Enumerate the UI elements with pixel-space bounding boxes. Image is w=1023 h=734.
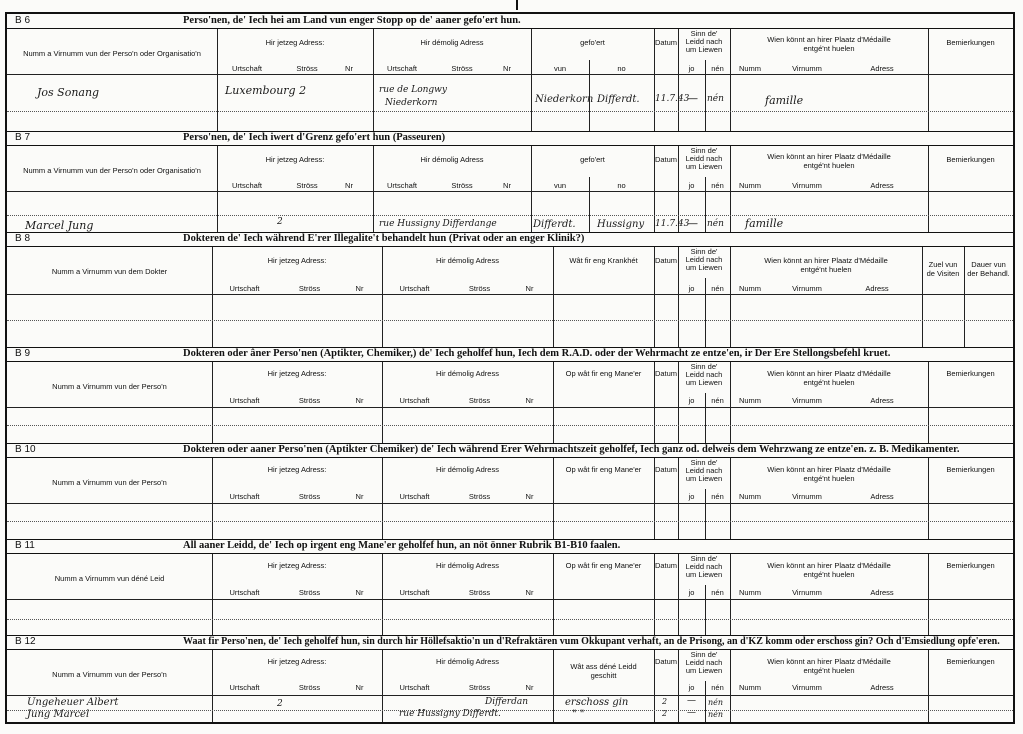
section-id: B 11 xyxy=(15,540,35,551)
col-header-date: Datum xyxy=(654,657,678,666)
col-header-medal: entgé'nt huelen xyxy=(803,44,855,53)
section-id: B 7 xyxy=(15,132,31,143)
col-header-firstname: Virnumm xyxy=(792,683,822,692)
col-header-former-address: Hir démolig Adress xyxy=(436,657,499,666)
section-title: Perso'nen, de' Iech iwert d'Grenz gefo'ert hun (Passeuren) xyxy=(183,132,446,143)
col-header-lost-life: Leidd nach xyxy=(685,658,723,667)
col-header-surname: Numm xyxy=(738,64,762,73)
col-header-medal: Wien könnt an hirer Plaatz d'Médaille xyxy=(764,256,888,265)
col-header-medal: entgé'nt huelen xyxy=(803,474,855,483)
entry-no: nén xyxy=(707,94,724,104)
col-header-surname: Numm xyxy=(738,284,762,293)
col-header-manner: Op wât fir eng Mane'er xyxy=(565,561,642,570)
section-b11 xyxy=(7,539,1013,635)
grid-line xyxy=(7,320,1013,321)
col-header-former-address: Hir démolig Adress xyxy=(436,369,499,378)
col-header-firstname: Virnumm xyxy=(792,396,822,405)
grid-line xyxy=(7,599,1013,600)
section-title: Dokteren de' Iech während E'rer Illegalite't behandelt hun (Privat oder an enger Klinik?) xyxy=(183,233,585,244)
col-header-yes: jo xyxy=(688,396,695,405)
col-header-current-address: Hir jetzeg Adress: xyxy=(267,657,327,666)
col-header-street: Ströss xyxy=(298,396,321,405)
col-header-medal: Wien könnt an hirer Plaatz d'Médaille xyxy=(767,152,891,161)
col-header-name: Numm a Virnumm vun der Perso'n xyxy=(52,478,167,487)
entry-yes: — xyxy=(687,92,698,105)
col-header-locality: Urtschaft xyxy=(231,181,262,190)
col-header-street: Ströss xyxy=(298,588,321,597)
entry-name: Jung Marcel xyxy=(27,709,90,720)
section-header xyxy=(7,131,1013,146)
entry-name: Jos Sonang xyxy=(37,86,100,99)
col-header-lost-life: um Liewen xyxy=(685,263,723,272)
col-header-remarks: Bemierkungen xyxy=(946,38,995,47)
col-header-lost-life: Sinn de' xyxy=(690,650,718,659)
col-header-date: Datum xyxy=(654,369,678,378)
entry-current-address: Luxembourg 2 xyxy=(225,84,307,97)
entry-date: 11.7.43 xyxy=(655,94,690,104)
col-header-what-happened: Wât ass déné Leidd xyxy=(570,662,637,671)
entry-former-address: rue Hussigny Differdange xyxy=(379,219,497,229)
col-header-former-address: Hir démolig Adress xyxy=(420,38,484,47)
entry-medal: famille xyxy=(745,217,784,230)
col-header-visits: Zuel vun xyxy=(928,260,958,269)
entry-name: Ungeheuer Albert xyxy=(27,697,119,708)
entry-no: nén xyxy=(707,219,724,229)
col-header-lost-life: Sinn de' xyxy=(690,554,718,563)
col-header-nr: Nr xyxy=(355,588,364,597)
section-header xyxy=(7,232,1013,247)
section-title: Perso'nen, de' Iech hei am Land vun enger Stopp op de' aaner gefo'ert hun. xyxy=(183,15,521,26)
section-b7 xyxy=(7,131,1013,232)
section-header xyxy=(7,635,1013,650)
entry-what-happened: " " xyxy=(572,709,585,720)
col-header-nr: Nr xyxy=(503,181,511,190)
section-b9 xyxy=(7,347,1013,443)
col-header-lost-life: Leidd nach xyxy=(685,562,723,571)
col-header-date: Datum xyxy=(654,561,678,570)
col-header-no: nén xyxy=(711,396,724,405)
col-header-manner: Op wât fir eng Mane'er xyxy=(565,369,642,378)
entry-from: Differdt. xyxy=(533,219,576,230)
section-b12 xyxy=(7,635,1013,722)
col-header-street: Ströss xyxy=(468,683,491,692)
col-header-yes: jo xyxy=(688,64,695,73)
entry-former-address: rue de Longwy xyxy=(379,85,447,95)
entry-no: nén xyxy=(708,710,724,719)
col-header-former-address: Hir démolig Adress xyxy=(436,561,499,570)
col-header-firstname: Virnumm xyxy=(792,64,822,73)
col-header-name: Numm a Virnumm vun der Perso'n oder Organisatio'n xyxy=(23,49,201,58)
grid-line xyxy=(7,111,1013,112)
col-header-firstname: Virnumm xyxy=(792,492,822,501)
col-header-nr: Nr xyxy=(355,284,364,293)
entry-what-happened: erschoss gin xyxy=(565,697,629,708)
col-header-firstname: Virnumm xyxy=(792,588,822,597)
section-b10 xyxy=(7,443,1013,539)
col-header-medal: entgé'nt huelen xyxy=(803,570,855,579)
col-header-name: Numm a Virnumm vun dem Dokter xyxy=(51,267,168,276)
col-header-nr: Nr xyxy=(345,64,353,73)
col-header-remarks: Bemierkungen xyxy=(946,561,995,570)
col-header-former-address: Hir démolig Adress xyxy=(436,256,499,265)
col-header-lost-life: Leidd nach xyxy=(685,466,723,475)
col-header-address: Adress xyxy=(870,492,894,501)
col-header-medal: Wien könnt an hirer Plaatz d'Médaille xyxy=(767,369,891,378)
grid-line xyxy=(7,695,1013,696)
col-header-current-address: Hir jetzeg Adress: xyxy=(267,465,327,474)
col-header-yes: jo xyxy=(688,492,695,501)
col-header-medal: Wien könnt an hirer Plaatz d'Médaille xyxy=(767,561,891,570)
entry-date: 11.7.43 xyxy=(655,219,690,229)
col-header-firstname: Virnumm xyxy=(792,284,822,293)
col-header-medal: entgé'nt huelen xyxy=(803,378,855,387)
col-header-nr: Nr xyxy=(525,284,534,293)
col-header-current-address: Hir jetzeg Adress: xyxy=(265,38,325,47)
col-header-former-address: Hir démolig Adress xyxy=(436,465,499,474)
section-header xyxy=(7,14,1013,29)
col-header-nr: Nr xyxy=(345,181,353,190)
col-header-date: Datum xyxy=(654,155,678,164)
col-header-locality: Urtschaft xyxy=(386,181,417,190)
col-header-address: Adress xyxy=(865,284,889,293)
col-header-lost-life: Leidd nach xyxy=(685,255,723,264)
col-header-remarks: Bemierkungen xyxy=(946,369,995,378)
col-header-to: no xyxy=(617,181,626,190)
col-header-lost-life: Leidd nach xyxy=(685,37,723,46)
col-header-lost-life: Leidd nach xyxy=(685,154,723,163)
col-header-remarks: Bemierkungen xyxy=(946,465,995,474)
grid-line xyxy=(7,74,1013,75)
col-header-nr: Nr xyxy=(525,588,534,597)
col-header-nr: Nr xyxy=(503,64,511,73)
col-header-street: Ströss xyxy=(451,64,473,73)
col-header-lost-life: um Liewen xyxy=(685,474,723,483)
col-header-street: Ströss xyxy=(468,284,491,293)
section-id: B 8 xyxy=(15,233,31,244)
col-header-no: nén xyxy=(711,588,724,597)
entry-yes: — xyxy=(687,696,696,706)
col-header-fled: gefo'ert xyxy=(580,38,605,47)
col-header-locality: Urtschaft xyxy=(229,683,260,692)
col-header-lost-life: Sinn de' xyxy=(690,146,718,155)
grid-line xyxy=(7,191,1013,192)
col-header-address: Adress xyxy=(870,396,894,405)
col-header-nr: Nr xyxy=(355,683,364,692)
col-header-street: Ströss xyxy=(296,181,318,190)
entry-from: Niederkorn xyxy=(535,94,594,105)
col-header-street: Ströss xyxy=(468,492,491,501)
col-header-no: nén xyxy=(711,284,724,293)
col-header-nr: Nr xyxy=(525,683,534,692)
col-header-date: Datum xyxy=(654,465,678,474)
grid-line xyxy=(7,294,1013,295)
col-header-nr: Nr xyxy=(525,492,534,501)
col-header-name: Numm a Virnumm vun der Perso'n xyxy=(52,670,167,679)
grid-line xyxy=(7,215,1013,216)
grid-line xyxy=(7,407,1013,408)
entry-name: Marcel Jung xyxy=(25,219,94,232)
col-header-lost-life: Sinn de' xyxy=(690,458,718,467)
col-header-medal: entgé'nt huelen xyxy=(803,666,855,675)
col-header-lost-life: um Liewen xyxy=(685,162,723,171)
section-b8 xyxy=(7,232,1013,347)
col-header-locality: Urtschaft xyxy=(229,588,260,597)
col-header-what-happened: geschitt xyxy=(590,671,617,680)
section-id: B 6 xyxy=(15,15,31,26)
col-header-nr: Nr xyxy=(525,396,534,405)
col-header-visits: de Visiten xyxy=(926,269,960,278)
col-header-medal: Wien könnt an hirer Plaatz d'Médaille xyxy=(767,35,891,44)
col-header-remarks: Bemierkungen xyxy=(946,657,995,666)
entry-date: 2 xyxy=(662,709,668,718)
col-header-lost-life: Leidd nach xyxy=(685,370,723,379)
col-header-street: Ströss xyxy=(296,64,318,73)
entry-to: Differdt. xyxy=(597,94,640,105)
col-header-street: Ströss xyxy=(298,492,321,501)
col-header-yes: jo xyxy=(688,683,695,692)
section-id: B 10 xyxy=(15,444,36,455)
grid-line xyxy=(7,710,1013,711)
col-header-locality: Urtschaft xyxy=(229,492,260,501)
col-header-address: Adress xyxy=(870,588,894,597)
col-header-nr: Nr xyxy=(355,396,364,405)
entry-yes: — xyxy=(687,217,698,230)
top-binding-mark xyxy=(516,0,518,10)
col-header-to: no xyxy=(617,64,626,73)
col-header-address: Adress xyxy=(870,683,894,692)
col-header-no: nén xyxy=(711,181,724,190)
col-header-current-address: Hir jetzeg Adress: xyxy=(265,155,325,164)
col-header-date: Datum xyxy=(654,256,678,265)
section-id: B 9 xyxy=(15,348,31,359)
section-header xyxy=(7,347,1013,362)
section-title: Dokteren oder aaner Perso'nen (Aptikter Chemiker) de' Iech während Erer Wehrmachtszeit geholfef, Iech ganz od. delweis dem Wehrzwang ze entze'en. z. B. Medikamenter. xyxy=(183,444,960,455)
col-header-locality: Urtschaft xyxy=(231,64,262,73)
col-header-street: Ströss xyxy=(468,396,491,405)
col-header-street: Ströss xyxy=(468,588,491,597)
col-header-illness: Wât fir eng Krankhét xyxy=(569,256,638,265)
entry-date: 2 xyxy=(662,697,668,706)
col-header-name: Numm a Virnumm vun der Perso'n xyxy=(52,382,167,391)
col-header-current-address: Hir jetzeg Adress: xyxy=(267,561,327,570)
col-header-no: nén xyxy=(711,492,724,501)
entry-current-address: 2 xyxy=(277,699,283,709)
col-header-surname: Numm xyxy=(738,396,762,405)
grid-line xyxy=(7,619,1013,620)
col-header-no: nén xyxy=(711,64,724,73)
col-header-lost-life: Sinn de' xyxy=(690,362,718,371)
grid-line xyxy=(553,650,554,722)
col-header-medal: entgé'nt huelen xyxy=(803,161,855,170)
col-header-from: vun xyxy=(553,64,567,73)
section-id: B 12 xyxy=(15,636,36,647)
col-header-locality: Urtschaft xyxy=(229,396,260,405)
col-header-address: Adress xyxy=(870,181,894,190)
entry-yes: — xyxy=(687,708,696,718)
entry-no: nén xyxy=(708,698,724,707)
col-header-date: Datum xyxy=(654,38,678,47)
col-header-from: vun xyxy=(553,181,567,190)
col-header-surname: Numm xyxy=(738,683,762,692)
col-header-lost-life: um Liewen xyxy=(685,666,723,675)
section-b6 xyxy=(7,14,1013,131)
section-header xyxy=(7,539,1013,554)
col-header-manner: Op wât fir eng Mane'er xyxy=(565,465,642,474)
col-header-locality: Urtschaft xyxy=(386,64,417,73)
col-header-lost-life: Sinn de' xyxy=(690,247,718,256)
entry-medal: famille xyxy=(765,94,804,107)
section-header xyxy=(7,443,1013,458)
col-header-firstname: Virnumm xyxy=(792,181,822,190)
col-header-street: Ströss xyxy=(298,284,321,293)
col-header-lost-life: um Liewen xyxy=(685,378,723,387)
col-header-yes: jo xyxy=(688,284,695,293)
col-header-current-address: Hir jetzeg Adress: xyxy=(267,256,327,265)
col-header-lost-life: um Liewen xyxy=(685,570,723,579)
col-header-remarks: Bemierkungen xyxy=(946,155,995,164)
col-header-nr: Nr xyxy=(355,492,364,501)
col-header-surname: Numm xyxy=(738,588,762,597)
col-header-name: Numm a Virnumm vun déné Leid xyxy=(54,574,165,583)
col-header-locality: Urtschaft xyxy=(399,396,430,405)
col-header-surname: Numm xyxy=(738,181,762,190)
col-header-lost-life: um Liewen xyxy=(685,45,723,54)
col-header-yes: jo xyxy=(688,181,695,190)
col-header-locality: Urtschaft xyxy=(399,588,430,597)
grid-line xyxy=(7,521,1013,522)
section-title: Waat fir Perso'nen, de' Iech geholfef hun, sin durch hir Höllefsaktio'n un d'Refraktären vum Okkupant verhaft, an de Prisong, an d'KZ komm oder erschoss gin? Och d'Emsiedlung opfe'eren. xyxy=(183,636,1000,647)
col-header-yes: jo xyxy=(688,588,695,597)
col-header-fled: gefo'ert xyxy=(580,155,605,164)
entry-former-address: Niederkorn xyxy=(385,98,438,108)
col-header-locality: Urtschaft xyxy=(399,284,430,293)
col-header-locality: Urtschaft xyxy=(399,683,430,692)
col-header-medal: Wien könnt an hirer Plaatz d'Médaille xyxy=(767,657,891,666)
col-header-address: Adress xyxy=(870,64,894,73)
col-header-lost-life: Sinn de' xyxy=(690,29,718,38)
col-header-medal: Wien könnt an hirer Plaatz d'Médaille xyxy=(767,465,891,474)
grid-line xyxy=(7,425,1013,426)
col-header-street: Ströss xyxy=(298,683,321,692)
col-header-former-address: Hir démolig Adress xyxy=(420,155,484,164)
entry-current-address: 2 xyxy=(277,217,283,227)
grid-line xyxy=(7,503,1013,504)
section-title: All aaner Leidd, de' Iech op irgent eng Mane'er geholfef hun, an nöt önner Rubrik B1-B10 faalen. xyxy=(183,540,621,551)
col-header-surname: Numm xyxy=(738,492,762,501)
col-header-name: Numm a Virnumm vun der Perso'n oder Organisatio'n xyxy=(23,166,201,175)
col-header-medal: entgé'nt huelen xyxy=(800,265,852,274)
col-header-duration: der Behandl. xyxy=(967,269,1010,278)
entry-to: Hussigny xyxy=(597,219,645,230)
section-title: Dokteren oder âner Perso'nen (Aptikter, Chemiker,) de' Iech geholfef hun, Iech dem R.A.D. oder der Wehrmacht ze entze'en, ir Der Ere Stellongsbefehl kruet. xyxy=(183,348,891,359)
entry-former-address: rue Hussigny Differdt. xyxy=(399,709,501,719)
col-header-locality: Urtschaft xyxy=(399,492,430,501)
entry-former-address: Differdan xyxy=(485,697,529,707)
col-header-street: Ströss xyxy=(451,181,473,190)
col-header-no: nén xyxy=(711,683,724,692)
col-header-current-address: Hir jetzeg Adress: xyxy=(267,369,327,378)
col-header-locality: Urtschaft xyxy=(229,284,260,293)
col-header-duration: Dauer vun xyxy=(971,260,1006,269)
refugee-help-form xyxy=(5,12,1015,724)
